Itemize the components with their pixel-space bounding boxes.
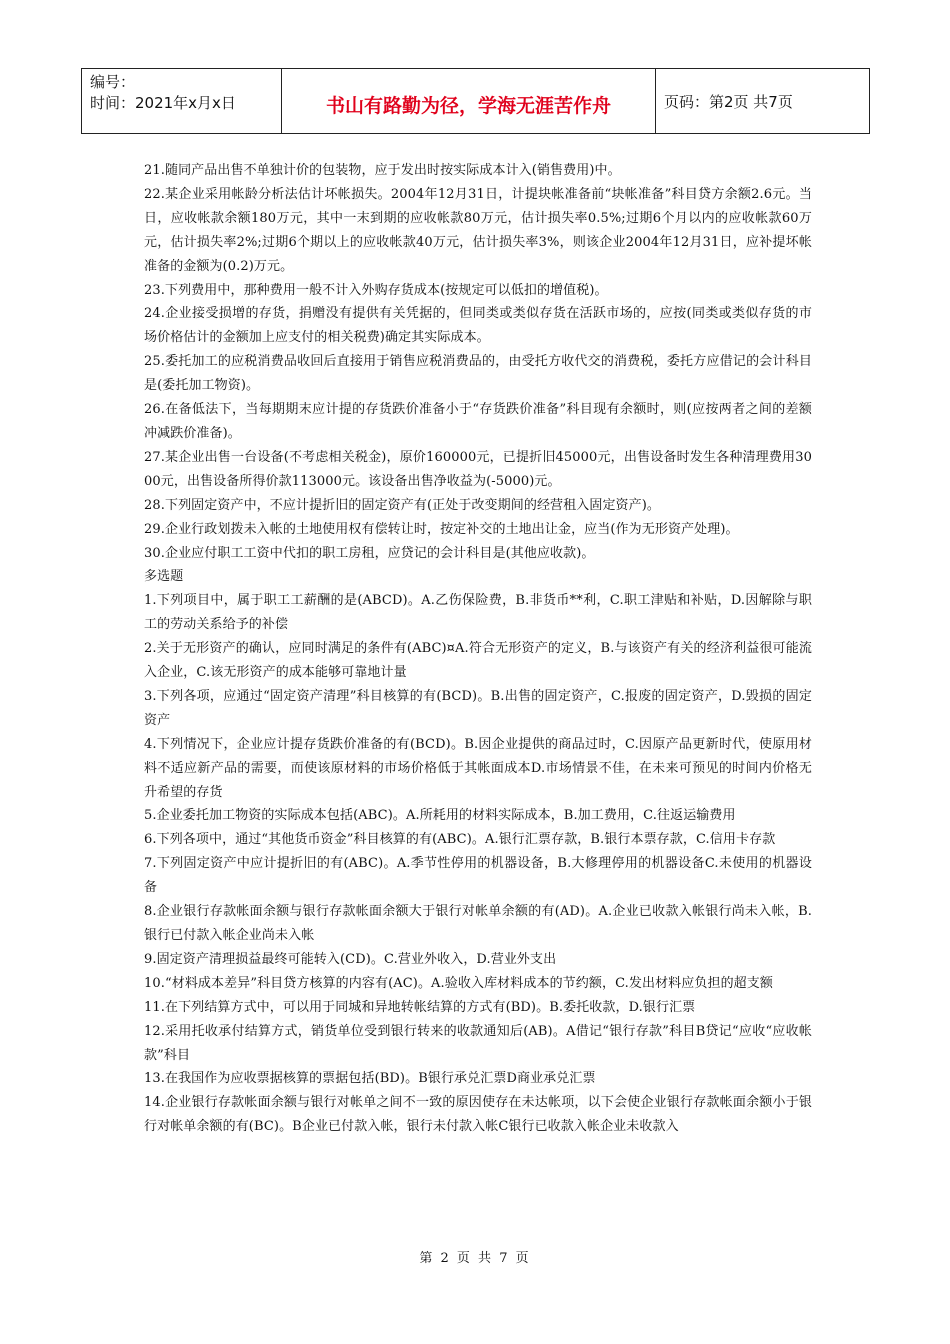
- paragraph: 2.关于无形资产的确认，应同时满足的条件有(ABC)¤A.符合无形资产的定义，B.与该资产有关的经济利益很可能流入企业，C.该无形资产的成本能够可靠地计量: [144, 641, 812, 681]
- paragraph: 5.企业委托加工物资的实际成本包括(ABC)。A.所耗用的材料实际成本，B.加工费用，C.往返运输费用: [144, 808, 736, 824]
- paragraph: 24.企业接受损增的存货，捐赠没有提供有关凭据的，但同类或类似存货在活跃市场的，应按(同类或类似存货的市场价格估计的金额加上应支付的相关税费)确定其实际成本。: [144, 306, 812, 346]
- section-heading: 多选题: [144, 569, 184, 585]
- document-time: 时间：2021年x月x日: [90, 94, 236, 112]
- paragraph: 6.下列各项中，通过“其他货币资金”科目核算的有(ABC)。A.银行汇票存款，B.银行本票存款，C.信用卡存款: [144, 832, 776, 848]
- paragraph: 27.某企业出售一台设备(不考虑相关税金)，原价160000元，已提折旧45000元，出售设备时发生各种清理费用3000元，出售设备所得价款113000元。该设备出售净收益为(-5000)元。: [144, 449, 812, 489]
- document-number-label: 编号：: [90, 73, 136, 91]
- paragraph: 25.委托加工的应税消费品收回后直接用于销售应税消费品的，由受托方收代交的消费税，委托方应借记的会计科目是(委托加工物资)。: [144, 354, 812, 394]
- paragraph: 1.下列项目中，属于职工工薪酬的是(ABCD)。A.乙伤保险费，B.非货币**利，C.职工津贴和补贴，D.因解除与职工的劳动关系给予的补偿: [144, 593, 812, 633]
- paragraph: 9.固定资产清理损益最终可能转入(CD)。C.营业外收入，D.营业外支出: [144, 951, 557, 967]
- document-body: [144, 159, 812, 1139]
- paragraph: 14.企业银行存款帐面余额与银行对帐单之间不一致的原因使存在未达帐项，以下会使企业银行存款帐面余额小于银行对帐单余额的有(BC)。B企业已付款入帐，银行未付款入帐C银行已收款入帐企业未收款入: [144, 1095, 812, 1135]
- paragraph: 3.下列各项，应通过“固定资产清理”科目核算的有(BCD)。B.出售的固定资产，C.报废的固定资产，D.毁损的固定资产: [144, 688, 812, 728]
- paragraph: 11.在下列结算方式中，可以用于同城和异地转帐结算的方式有(BD)。B.委托收款，D.银行汇票: [144, 999, 696, 1015]
- paragraph: 7.下列固定资产中应计提折旧的有(ABC)。A.季节性停用的机器设备，B.大修理停用的机器设备C.未使用的机器设备: [144, 856, 812, 896]
- page-header: [81, 68, 870, 134]
- paragraph: 23.下列费用中，那种费用一般不计入外购存货成本(按规定可以低扣的增值税)。: [144, 282, 608, 298]
- page-footer: 第 2 页 共 7 页: [419, 1251, 531, 1266]
- paragraph: 8.企业银行存款帐面余额与银行存款帐面余额大于银行对帐单余额的有(AD)。A.企业已收款入帐银行尚未入帐，B.银行已付款入帐企业尚未入帐: [144, 904, 812, 943]
- paragraph: 29.企业行政划拨未入帐的土地使用权有偿转让时，按定补交的土地出让金，应当(作为无形资产处理)。: [144, 521, 739, 537]
- paragraph: 13.在我国作为应收票据核算的票据包括(BD)。B银行承兑汇票D商业承兑汇票: [144, 1071, 596, 1087]
- paragraph: 30.企业应付职工工资中代扣的职工房租，应贷记的会计科目是(其他应收款)。: [144, 545, 595, 561]
- header-page-info: 页码：第2页 共7页: [664, 92, 793, 111]
- paragraph: 10.“材料成本差异”科目贷方核算的内容有(AC)。A.验收入库材料成本的节约额，C.发出材料应负担的超支额: [144, 975, 773, 991]
- paragraph: 21.随同产品出售不单独计价的包装物，应于发出时按实际成本计入(销售费用)中。: [144, 163, 621, 178]
- paragraph: 12.采用托收承付结算方式，销货单位受到银行转来的收款通知后(AB)。A借记“银行存款”科目B贷记“应收“应收帐款”科目: [144, 1023, 812, 1063]
- paragraph: 4.下列情况下，企业应计提存货跌价准备的有(BCD)。B.因企业提供的商品过时，C.因原产品更新时代，使原用材料不适应新产品的需要，而使该原材料的市场价格低于其帐面成本D.市场情景不佳，在未来可预见的时间内价格无升希望的存货: [144, 736, 812, 800]
- paragraph: 26.在备低法下，当每期期末应计提的存货跌价准备小于“存货跌价准备”科目现有余额时，则(应按两者之间的差额冲减跌价准备)。: [144, 402, 812, 441]
- paragraph: 22.某企业采用帐龄分析法估计坏帐损失。2004年12月31日，计提块帐准备前“块帐准备”科目贷方余额2.6元。当日，应收帐款余额180万元，其中一末到期的应收帐款80万元，估计损失率0.5%;过期6个月以内的应收帐款60万元，估计损失率2%;过期6个期以上的应收帐款40万元，估计损失率3%，则该企业2004年12月31日，应补提坏帐准备的金额为(0.2)万元。: [144, 186, 812, 274]
- header-meta: [82, 69, 282, 133]
- header-motto: 书山有路勤为径，学海无涯苦作舟: [282, 69, 656, 133]
- paragraph: 28.下列固定资产中，不应计提折旧的固定资产有(正处于改变期间的经营租入固定资产)。: [144, 497, 661, 513]
